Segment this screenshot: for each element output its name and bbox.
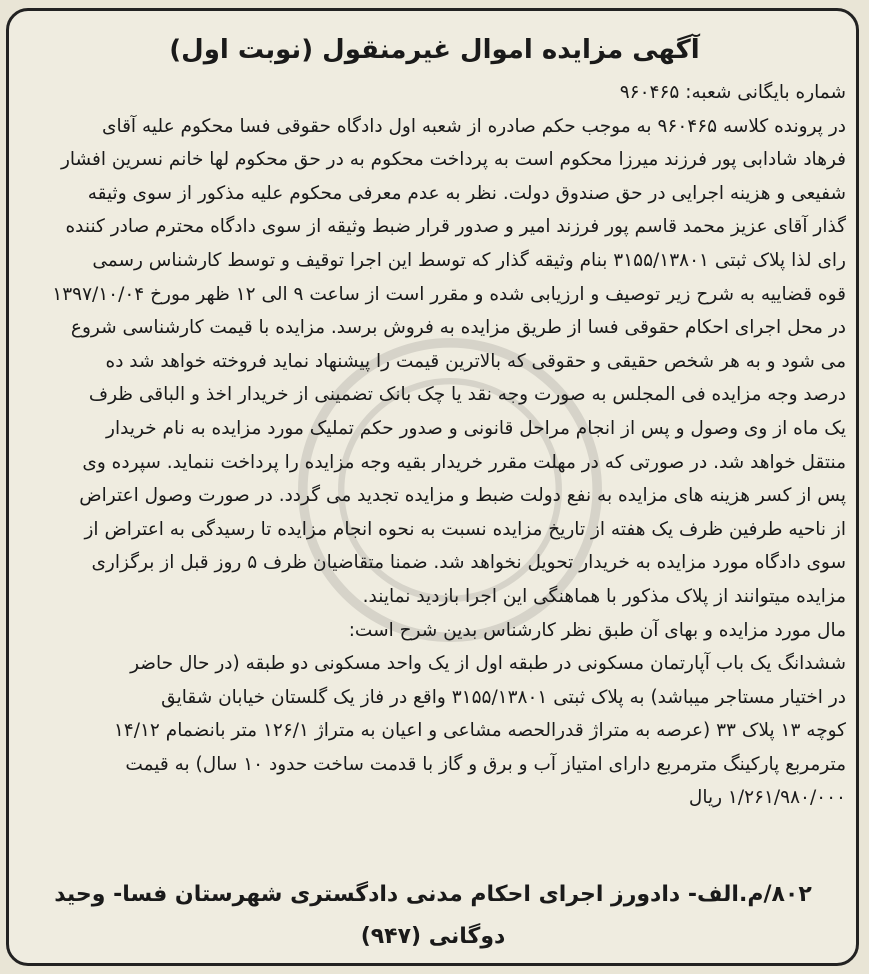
body-line: شماره بایگانی شعبه: ۹۶۰۴۶۵ <box>619 82 846 103</box>
body-line: منتقل خواهد شد. در صورتی که در مهلت مقرر خریدار بقیه وجه مزایده را پرداخت ننماید. سپرده وی <box>82 451 846 473</box>
body-line: مال مورد مزایده و بهای آن طبق نظر کارشناس بدین شرح است: <box>348 619 846 641</box>
notice-body <box>20 76 846 815</box>
body-line: مزایده میتوانند از پلاک مذکور با هماهنگی این اجرا بازدید نمایند. <box>362 585 846 607</box>
body-line: از ناحیه طرفین ظرف یک هفته از تاریخ مزایده نسبت به نحوه انجام مزایده تا رسیدگی به اعتراض از <box>84 518 846 540</box>
notice-title: آگهی مزایده اموال غیرمنقول (نوبت اول) <box>169 35 700 65</box>
body-line: ۱/۲۶۱/۹۸۰/۰۰۰ ریال <box>688 787 846 809</box>
body-line: قوه قضاییه به شرح زیر توصیف و ارزیابی شده و مقرر است از ساعت ۹ الی ۱۲ ظهر مورخ ۱۳۹۷/۱۰/۰۴ <box>52 283 846 305</box>
body-line: می شود و به هر شخص حقیقی و حقوقی که بالاترین قیمت را پیشنهاد نماید فروخته خواهد شد ده <box>105 350 846 372</box>
body-line: پس از کسر هزینه های مزایده به نفع دولت ضبط و مزایده تجدید می گردد. در صورت وصول اعتراض <box>79 485 846 507</box>
body-line: شفیعی و هزینه اجرایی در حق صندوق دولت. نظر به عدم معرفی محکوم علیه مذکور از سوی وثیقه <box>87 182 846 204</box>
body-line: ششدانگ یک باب آپارتمان مسکونی در طبقه اول از یک واحد مسکونی دو طبقه (در حال حاضر <box>130 653 846 675</box>
body-line: سوی دادگاه مورد مزایده به خریدار تحویل نخواهد شد. ضمنا متقاضیان ظرف ۵ روز قبل از برگزاری <box>91 552 846 574</box>
signature-line-2: دوگانی (۹۴۷) <box>360 924 506 949</box>
signature-line-1: ۸۰۲/م.الف- دادورز اجرای احکام مدنی دادگستری شهرستان فسا- وحید <box>54 882 812 907</box>
body-line: کوچه ۱۳ پلاک ۳۳ (عرصه به متراژ قدرالحصه مشاعی و اعیان به متراژ ۱۲۶/۱ متر بانضمام ۱۴/۱۲ <box>113 720 846 742</box>
notice-signature <box>20 874 846 958</box>
body-line: رای لذا پلاک ثبتی ۳۱۵۵/۱۳۸۰۱ بنام وثیقه گذار که توسط این اجرا توقیف و توسط کارشناس رسمی <box>92 249 846 271</box>
body-line: در محل اجرای احکام حقوقی فسا از طریق مزایده به فروش برسد. مزایده با قیمت کارشناسی شروع <box>70 317 846 339</box>
body-line: یک ماه از وی وصول و پس از انجام مراحل قانونی و صدور حکم تملیک مورد مزایده به نام خریدار <box>106 417 846 439</box>
body-line: مترمربع پارکینگ مترمربع دارای امتیاز آب و برق و گاز با قدمت ساخت حدود ۱۰ سال) به قیمت <box>125 753 846 775</box>
body-line: درصد وجه مزایده فی المجلس به صورت وجه نقد یا چک بانک تضمینی از خریدار اخذ و الباقی ظرف <box>88 384 846 406</box>
body-line: در پرونده کلاسه ۹۶۰۴۶۵ به موجب حکم صادره از شعبه اول دادگاه حقوقی فسا محکوم علیه آقای <box>101 115 846 137</box>
body-line: در اختیار مستاجر میباشد) به پلاک ثبتی ۳۱۵۵/۱۳۸۰۱ واقع در فاز یک گلستان خیابان شقایق <box>161 686 846 708</box>
body-line: گذار آقای عزیز محمد قاسم پور فرزند امیر و صدور قرار ضبط وثیقه از سوی دادگاه محترم صادر کننده <box>65 216 846 238</box>
body-line: فرهاد شادابی پور فرزند میرزا محکوم است به پرداخت محکوم به در حق محکوم لها خانم نسرین افشار <box>60 149 846 171</box>
